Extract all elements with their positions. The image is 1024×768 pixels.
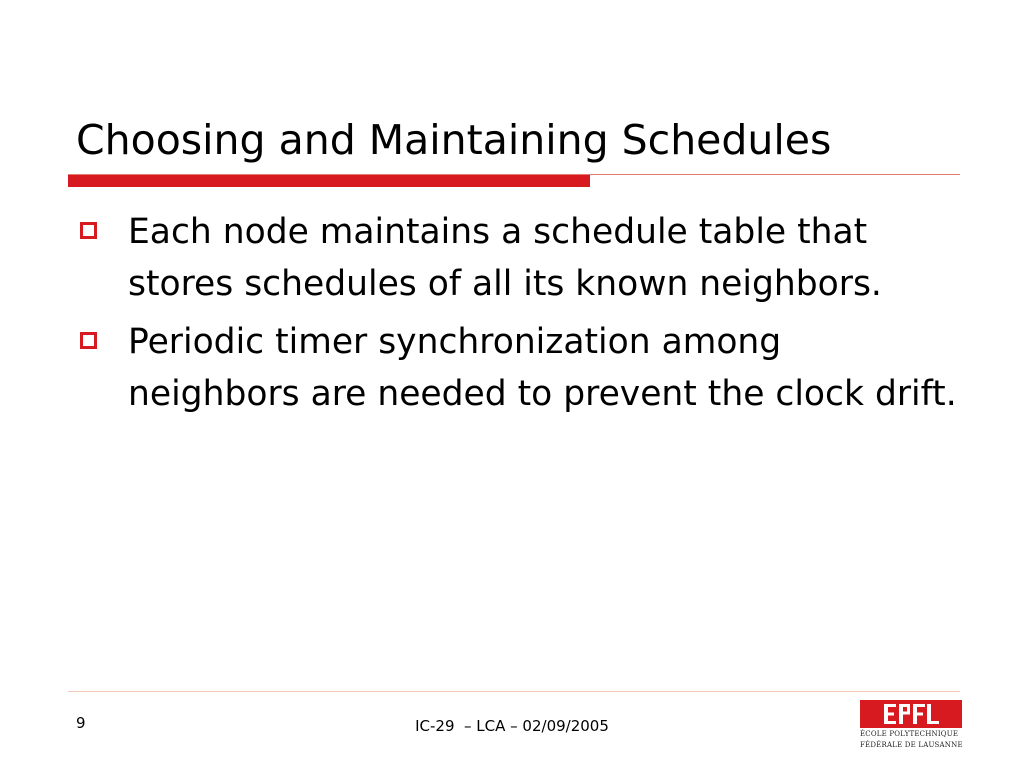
bullet-text: Each node maintains a schedule table that stores schedules of all its known neighbors.: [128, 212, 882, 304]
slide-title: Choosing and Maintaining Schedules: [76, 116, 832, 164]
bullet-item: [78, 206, 958, 310]
bullet-item: [78, 316, 958, 420]
title-rule-thick: [68, 175, 590, 187]
bullet-list: [78, 206, 958, 426]
footer-text: IC-29 – LCA – 02/09/2005: [415, 717, 609, 735]
square-bullet-icon: [80, 222, 97, 239]
logo-line-2: FÉDÉRALE DE LAUSANNE: [860, 741, 963, 749]
page-number: 9: [76, 714, 86, 732]
square-bullet-icon: [80, 332, 97, 349]
bullet-text: Periodic timer synchronization among neighbors are needed to prevent the clock drift.: [128, 322, 957, 414]
footer-rule: [68, 691, 960, 692]
epfl-logo: [860, 700, 962, 750]
epfl-logo-mark: [860, 700, 962, 728]
logo-line-1: ÉCOLE POLYTECHNIQUE: [860, 730, 959, 738]
